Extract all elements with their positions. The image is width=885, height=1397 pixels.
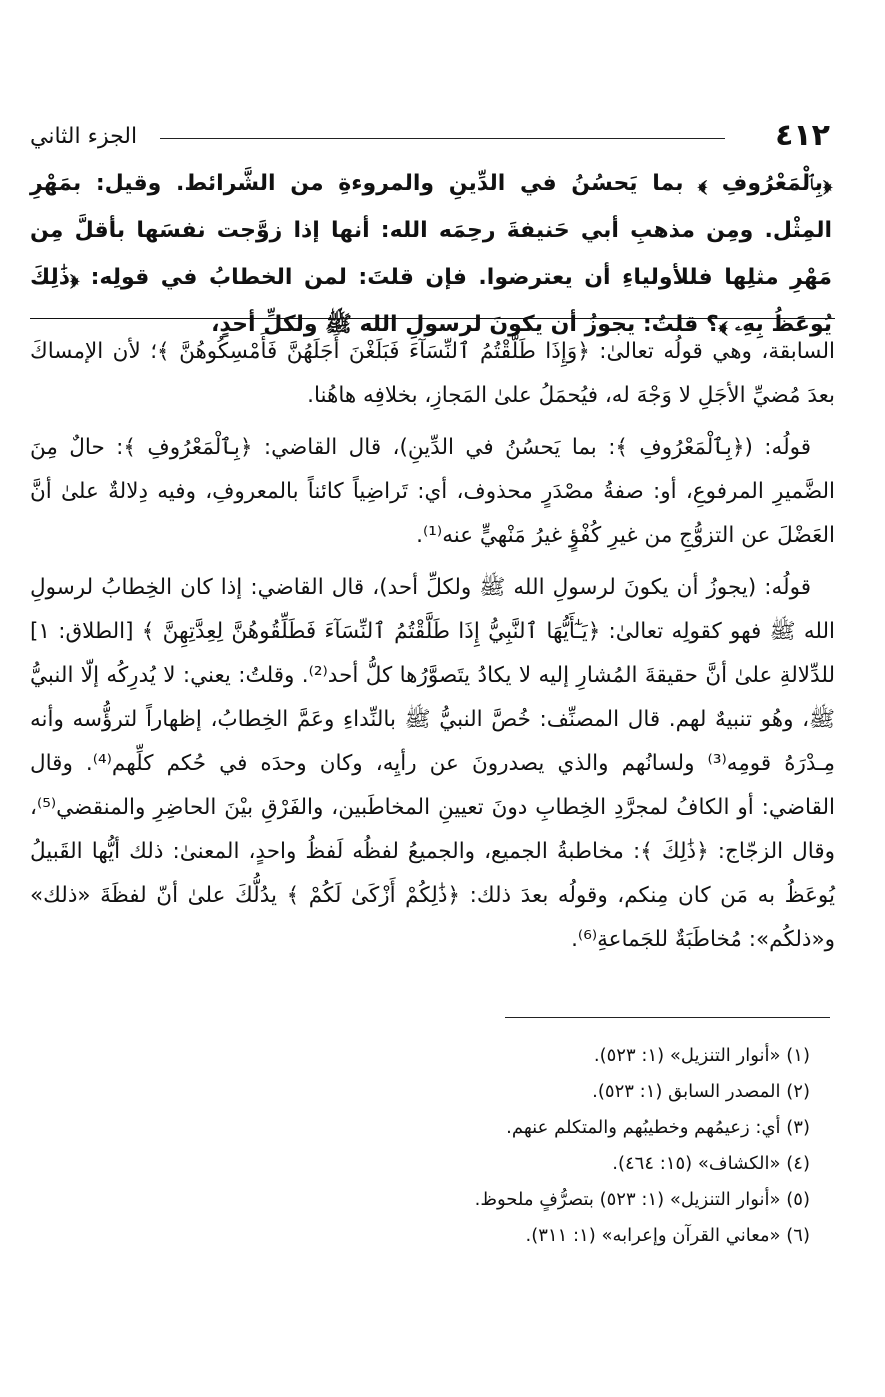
footnote-2: (٢) المصدر السابق (١: ٥٢٣). [592,1081,810,1102]
footnote-3: (٣) أي: زعيمُهم وخطيبُهم والمتكلم عنهم. [506,1117,810,1138]
commentary-block [30,330,835,970]
main-text-paragraph: ﴿بِٱلْمَعْرُوفِ ﴾ بما يَحسُنُ في الدِّينِ والمروءةِ من الشَّرائط. وقيل: بمَهْرِ المِثْل. ومِن مذهبِ أبي حَنيفةَ رحِمَه الله: أنها إذا زوَّجت نفسَها بأقلَّ مِن مَهْرِ مثلِها فللأولياءِ أن يعترضوا. فإن قلتَ: لمن الخطابُ في قولِه: ﴿ذَٰلِكَ يُوعَظُ بِهِۦ ﴾؟ قلتُ: يجوزُ أن يكونَ لرسولِ الله ﷺ ولكلِّ أحدٍ، [30,171,832,337]
footnote-1: (١) «أنوار التنزيل» (١: ٥٢٣). [593,1045,810,1066]
page-number: ٤١٢ [775,118,830,153]
commentary-paragraph-2: قولُه: (﴿بِٱلْمَعْرُوفِ ﴾: بما يَحسُنُ في الدِّينِ)، قال القاضي: ﴿بِٱلْمَعْرُوفِ ﴾: حالٌ مِنَ الضَّميرِ المرفوعِ، أو: صفةُ مصْدَرٍ محذوف، أي: تَراضِياً كائناً بالمعروفِ، وفيه دِلالةٌ علىٰ أنَّ العَضْلَ عن التزوُّجِ من غيرِ كُفْؤٍ غيرُ مَنْهيٍّ عنه⁽¹⁾. [30,435,835,548]
running-title: الجزء الثاني [30,124,138,149]
footnote-6: (٦) «معاني القرآن وإعرابه» (١: ٣١١). [525,1225,810,1246]
header-rule [160,138,725,139]
text-separator-rule [30,318,835,319]
footnote-rule [505,1017,830,1018]
main-text-block [30,160,832,348]
page-header [30,118,830,158]
footnote-4: (٤) «الكشاف» (١٥: ٤٦٤). [612,1153,810,1174]
commentary-paragraph-1: السابقة، وهي قولُه تعالىٰ: ﴿وَإِذَا طَلَّقْتُمُ ٱلنِّسَآءَ فَبَلَغْنَ أَجَلَهُنَّ فَأَمْسِكُوهُنَّ ﴾؛ لأن الإمساكَ بعدَ مُضيِّ الأجَلِ لا وَجْهَ له، فيُحمَلُ علىٰ المَجازِ، بخلافِه هاهُنا. [30,339,835,408]
footnotes-list [30,1040,810,1256]
commentary-paragraph-3: قولُه: (يجوزُ أن يكونَ لرسولِ الله ﷺ ولكلِّ أحد)، قال القاضي: إذا كان الخِطابُ لرسولِ الله ﷺ فهو كقولِه تعالىٰ: ﴿يَـٰٓأَيُّهَا ٱلنَّبِيُّ إِذَا طَلَّقْتُمُ ٱلنِّسَآءَ فَطَلِّقُوهُنَّ لِعِدَّتِهِنَّ ﴾ [الطلاق: ١] للدِّلالةِ علىٰ أنَّ حقيقةَ المُشارِ إليه لا يكادُ يتَصوَّرُها كلُّ أحد⁽²⁾. وقلتُ: يعني: لا يُدرِكُه إلّا النبيُّ ﷺ، وهُو تنبيهٌ لهم. قال المصنِّف: خُصَّ النبيُّ ﷺ بالنِّداءِ وعَمَّ الخِطابُ، إظهاراً لترؤُّسه وأنه مِـدْرَهُ قومِه⁽³⁾ ولسانُهم والذي يصدرونَ عن رأيِه، وكان وحدَه في حُكم كلِّهم⁽⁴⁾. وقال القاضي: أو الكافُ لمجرَّدِ الخِطابِ دونَ تعيينِ المخاطَبين، والفَرْقِ بيْنَ الحاضِرِ والمنقضي⁽⁵⁾، وقال الزجّاج: ﴿ذَٰلِكَ ﴾: مخاطبةُ الجميع، والجميعُ لفظُه لَفظُ واحدٍ، المعنىٰ: ذلك أيُّها القَبيلُ يُوعَظُ به مَن كان مِنكم، وقولُه بعدَ ذلك: ﴿ذَٰلِكُمْ أَزْكَىٰ لَكُمْ ﴾ يدُلُّكَ علىٰ أنّ لفظَةَ «ذلك» و«ذلكُم»: مُخاطَبَةٌ للجَماعةِ⁽⁶⁾. [30,575,836,952]
footnote-5: (٥) «أنوار التنزيل» (١: ٥٢٣) بتصرُّفٍ ملحوظ. [474,1189,810,1210]
